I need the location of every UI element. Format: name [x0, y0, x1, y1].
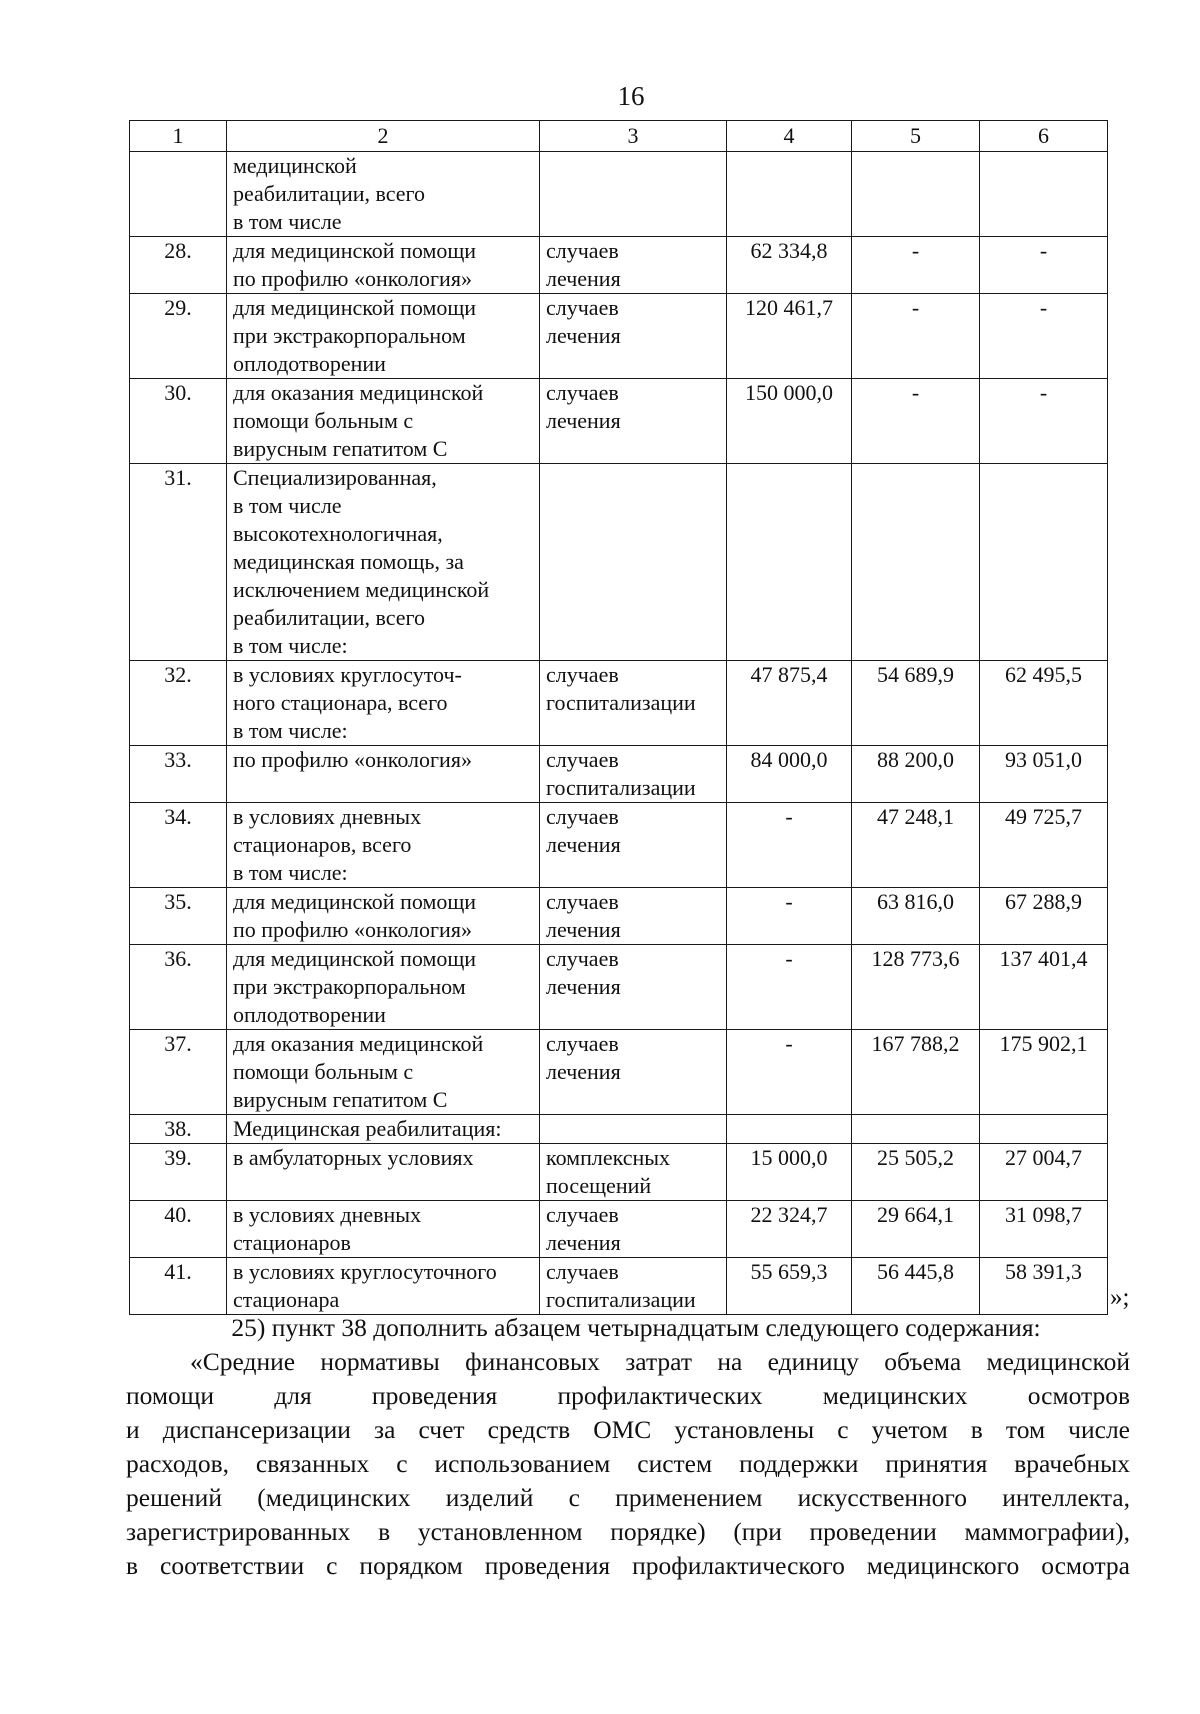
indicator-name-cell: [227, 1030, 540, 1115]
cell-text: -: [785, 946, 793, 971]
cell-text: 58 391,3: [1005, 1259, 1082, 1284]
cell-text: -: [785, 889, 793, 914]
cell-text: 84 000,0: [750, 747, 828, 772]
page-number: 16: [617, 81, 645, 111]
cell-text: 37.: [164, 1031, 192, 1056]
value-cell-5: [852, 888, 980, 945]
cell-text: помощи больным с: [233, 1059, 414, 1084]
cell-text: 29.: [164, 295, 192, 320]
cell-text: 34.: [164, 804, 192, 829]
cell-text: случаев: [546, 804, 619, 829]
row-number-cell: [130, 945, 227, 1030]
column-header: 2: [227, 121, 540, 152]
cell-text: по профилю «онкология»: [233, 747, 472, 772]
cell-text: 31.: [164, 465, 192, 490]
paragraph-line: в соответствии с порядком проведения профилактического медицинского осмотра: [126, 1551, 1130, 1580]
cell-text: 67 288,9: [1005, 889, 1082, 914]
unit-cell: [540, 237, 727, 294]
indicator-name-cell: [227, 661, 540, 746]
cell-text: при экстракорпоральном: [233, 323, 466, 348]
unit-cell: [540, 661, 727, 746]
value-cell-6: [980, 1258, 1108, 1315]
cell-text: 54 689,9: [877, 662, 954, 687]
value-cell-5: [852, 1115, 980, 1144]
cell-text: в условиях круглосуточного: [233, 1259, 497, 1284]
cell-text: оплодотворении: [233, 351, 386, 376]
cell-text: в том числе:: [233, 860, 348, 885]
cell-text: Специализированная,: [233, 465, 437, 490]
table-row: [130, 945, 1108, 1030]
body-text: [126, 1311, 1130, 1583]
unit-cell: [540, 746, 727, 803]
cell-text: 49 725,7: [1005, 804, 1082, 829]
cell-text: 28.: [164, 238, 192, 263]
value-cell-4: [727, 661, 852, 746]
amendment-heading: 25) пункт 38 дополнить абзацем четырнадцатым следующего содержания:: [231, 1313, 1041, 1342]
cell-text: лечения: [546, 1059, 621, 1084]
value-cell-6: [980, 945, 1108, 1030]
cell-text: 167 788,2: [871, 1031, 960, 1056]
table-row: [130, 1030, 1108, 1115]
row-number-cell: [130, 746, 227, 803]
cell-text: стационара: [233, 1287, 340, 1312]
indicator-name-cell: [227, 888, 540, 945]
cell-text: случаев: [546, 1031, 619, 1056]
indicator-name-cell: [227, 294, 540, 379]
cell-text: -: [785, 804, 793, 829]
value-cell-4: [727, 237, 852, 294]
row-number-cell: [130, 1030, 227, 1115]
table-row: [130, 1115, 1108, 1144]
table-row: [130, 803, 1108, 888]
row-number-cell: [130, 888, 227, 945]
cell-text: -: [911, 295, 920, 320]
cell-text: случаев: [546, 662, 619, 687]
cell-text: 38.: [164, 1116, 192, 1141]
unit-cell: [540, 1030, 727, 1115]
cell-text: 47 875,4: [750, 662, 828, 687]
cell-text: -: [911, 380, 920, 405]
cell-text: для медицинской помощи: [233, 238, 477, 263]
value-cell-4: [727, 1144, 852, 1201]
paragraph-line: помощи для проведения профилактических медицинских осмотров: [126, 1381, 1130, 1410]
cell-text: в том числе:: [233, 633, 348, 658]
value-cell-4: [727, 294, 852, 379]
value-cell-5: [852, 746, 980, 803]
value-cell-5: [852, 1201, 980, 1258]
cell-text: для оказания медицинской: [233, 1031, 484, 1056]
table-row: [130, 152, 1108, 237]
paragraph-line: расходов, связанных с использованием систем поддержки принятия врачебных: [126, 1449, 1130, 1478]
value-cell-5: [852, 661, 980, 746]
value-cell-4: [727, 1115, 852, 1144]
column-header: 5: [852, 121, 980, 152]
value-cell-6: [980, 1201, 1108, 1258]
value-cell-6: [980, 237, 1108, 294]
cell-text: исключением медицинской: [233, 577, 490, 602]
unit-cell: [540, 1144, 727, 1201]
cell-text: реабилитации, всего: [233, 605, 426, 630]
cell-text: 25 505,2: [877, 1145, 954, 1170]
row-number-cell: [130, 1201, 227, 1258]
unit-cell: [540, 294, 727, 379]
indicator-name-cell: [227, 1258, 540, 1315]
cell-text: в том числе: [233, 209, 342, 234]
cell-text: 31 098,7: [1005, 1202, 1082, 1227]
cell-text: Медицинская реабилитация:: [233, 1116, 502, 1141]
indicator-name-cell: [227, 803, 540, 888]
cell-text: -: [785, 1031, 793, 1056]
row-number-cell: [130, 294, 227, 379]
unit-cell: [540, 379, 727, 464]
cell-text: случаев: [546, 889, 619, 914]
cell-text: 175 902,1: [999, 1031, 1088, 1056]
cell-text: 55 659,3: [750, 1259, 828, 1284]
column-header: 3: [540, 121, 727, 152]
unit-cell: [540, 888, 727, 945]
unit-cell: [540, 464, 727, 661]
cell-text: 22 324,7: [750, 1202, 828, 1227]
row-number-cell: [130, 1258, 227, 1315]
indicator-name-cell: [227, 237, 540, 294]
cell-text: госпитализации: [546, 690, 696, 715]
cell-text: 35.: [164, 889, 192, 914]
cell-text: по профилю «онкология»: [233, 917, 472, 942]
row-number-cell: [130, 464, 227, 661]
cell-text: 32.: [164, 662, 192, 687]
cell-text: в том числе:: [233, 718, 348, 743]
cell-text: в условиях дневных: [233, 1202, 422, 1227]
table-row: [130, 888, 1108, 945]
row-number-cell: [130, 152, 227, 237]
cell-text: реабилитации, всего: [233, 181, 426, 206]
value-cell-4: [727, 746, 852, 803]
table-body: [130, 152, 1108, 1315]
table-row: [130, 464, 1108, 661]
cell-text: 33.: [164, 747, 192, 772]
cell-text: при экстракорпоральном: [233, 974, 466, 999]
column-header: 4: [727, 121, 852, 152]
row-number-cell: [130, 237, 227, 294]
cell-text: случаев: [546, 1202, 619, 1227]
cell-text: 128 773,6: [871, 946, 960, 971]
table-row: [130, 1201, 1108, 1258]
cell-text: 15 000,0: [750, 1145, 828, 1170]
cell-text: 62 495,5: [1005, 662, 1082, 687]
table-row: [130, 237, 1108, 294]
column-header: 1: [130, 121, 227, 152]
cell-text: 47 248,1: [877, 804, 954, 829]
cell-text: стационаров: [233, 1230, 351, 1255]
unit-cell: [540, 152, 727, 237]
value-cell-4: [727, 464, 852, 661]
cell-text: высокотехнологичная,: [233, 521, 443, 546]
table-row: [130, 1144, 1108, 1201]
cell-text: лечения: [546, 832, 621, 857]
paragraph-line: и диспансеризации за счет средств ОМС установлены с учетом в том числе: [126, 1415, 1130, 1444]
cell-text: в условиях дневных: [233, 804, 422, 829]
cell-text: 150 000,0: [745, 380, 833, 405]
cell-text: ного стационара, всего: [233, 690, 448, 715]
value-cell-4: [727, 945, 852, 1030]
cell-text: случаев: [546, 380, 619, 405]
value-cell-5: [852, 237, 980, 294]
cell-text: оплодотворении: [233, 1002, 386, 1027]
cell-text: 56 445,8: [877, 1259, 954, 1284]
value-cell-4: [727, 1258, 852, 1315]
cell-text: случаев: [546, 747, 619, 772]
value-cell-4: [727, 152, 852, 237]
cell-text: лечения: [546, 917, 621, 942]
indicator-name-cell: [227, 746, 540, 803]
cell-text: для медицинской помощи: [233, 946, 477, 971]
indicator-name-cell: [227, 464, 540, 661]
cell-text: -: [1039, 380, 1048, 405]
value-cell-5: [852, 294, 980, 379]
cell-text: случаев: [546, 1259, 619, 1284]
cell-text: 29 664,1: [877, 1202, 954, 1227]
value-cell-5: [852, 1258, 980, 1315]
value-cell-4: [727, 888, 852, 945]
cell-text: лечения: [546, 408, 621, 433]
cell-text: 30.: [164, 380, 192, 405]
value-cell-5: [852, 152, 980, 237]
cell-text: медицинская помощь, за: [233, 549, 464, 574]
table-row: [130, 379, 1108, 464]
unit-cell: [540, 945, 727, 1030]
value-cell-6: [980, 1115, 1108, 1144]
cell-text: стационаров, всего: [233, 832, 412, 857]
column-header: 6: [980, 121, 1108, 152]
value-cell-6: [980, 746, 1108, 803]
cell-text: лечения: [546, 1230, 621, 1255]
cell-text: случаев: [546, 295, 619, 320]
value-cell-6: [980, 1144, 1108, 1201]
row-number-cell: [130, 661, 227, 746]
value-cell-4: [727, 1201, 852, 1258]
value-cell-6: [980, 1030, 1108, 1115]
unit-cell: [540, 1201, 727, 1258]
cell-text: 40.: [164, 1202, 192, 1227]
cell-text: для медицинской помощи: [233, 295, 477, 320]
value-cell-4: [727, 1030, 852, 1115]
table-row: [130, 1258, 1108, 1315]
cell-text: случаев: [546, 946, 619, 971]
value-cell-6: [980, 661, 1108, 746]
row-number-cell: [130, 1115, 227, 1144]
unit-cell: [540, 803, 727, 888]
cell-text: 88 200,0: [877, 747, 954, 772]
paragraph-line: решений (медицинских изделий с применением искусственного интеллекта,: [126, 1483, 1130, 1512]
value-cell-5: [852, 1030, 980, 1115]
cell-text: 93 051,0: [1005, 747, 1082, 772]
value-cell-5: [852, 945, 980, 1030]
cell-text: -: [1039, 295, 1048, 320]
unit-cell: [540, 1115, 727, 1144]
cell-text: вирусным гепатитом С: [233, 436, 448, 461]
paragraph-line: зарегистрированных в установленном порядке) (при проведении маммографии),: [126, 1517, 1130, 1546]
cell-text: -: [1039, 238, 1048, 263]
cell-text: лечения: [546, 974, 621, 999]
table-header-row: [130, 121, 1108, 152]
indicator-name-cell: [227, 1115, 540, 1144]
cell-text: 63 816,0: [877, 889, 954, 914]
cell-text: в том числе: [233, 493, 342, 518]
table-row: [130, 294, 1108, 379]
row-number-cell: [130, 803, 227, 888]
closing-quote: »;: [1110, 1284, 1130, 1311]
cell-text: в условиях круглосуточ-: [233, 662, 462, 687]
value-cell-5: [852, 464, 980, 661]
cell-text: лечения: [546, 266, 621, 291]
value-cell-4: [727, 379, 852, 464]
cell-text: 41.: [164, 1259, 192, 1284]
cell-text: лечения: [546, 323, 621, 348]
table-row: [130, 746, 1108, 803]
cell-text: комплексных: [546, 1145, 671, 1170]
cell-text: случаев: [546, 238, 619, 263]
cell-text: 137 401,4: [999, 946, 1088, 971]
cell-text: вирусным гепатитом С: [233, 1087, 448, 1112]
tariff-table: [129, 120, 1108, 1315]
value-cell-6: [980, 294, 1108, 379]
cell-text: госпитализации: [546, 775, 696, 800]
value-cell-6: [980, 803, 1108, 888]
value-cell-6: [980, 152, 1108, 237]
value-cell-5: [852, 379, 980, 464]
cell-text: медицинской: [233, 153, 357, 178]
unit-cell: [540, 1258, 727, 1315]
cell-text: 120 461,7: [745, 295, 833, 320]
row-number-cell: [130, 1144, 227, 1201]
indicator-name-cell: [227, 379, 540, 464]
row-number-cell: [130, 379, 227, 464]
cell-text: в амбулаторных условиях: [233, 1145, 474, 1170]
value-cell-6: [980, 379, 1108, 464]
cell-text: для оказания медицинской: [233, 380, 484, 405]
cell-text: посещений: [546, 1173, 652, 1198]
cell-text: помощи больным с: [233, 408, 414, 433]
cell-text: по профилю «онкология»: [233, 266, 472, 291]
cell-text: 36.: [164, 946, 192, 971]
indicator-name-cell: [227, 945, 540, 1030]
value-cell-4: [727, 803, 852, 888]
indicator-name-cell: [227, 1144, 540, 1201]
indicator-name-cell: [227, 152, 540, 237]
indicator-name-cell: [227, 1201, 540, 1258]
cell-text: 62 334,8: [750, 238, 828, 263]
table-row: [130, 661, 1108, 746]
value-cell-6: [980, 464, 1108, 661]
value-cell-5: [852, 1144, 980, 1201]
value-cell-6: [980, 888, 1108, 945]
cell-text: 39.: [164, 1145, 192, 1170]
cell-text: -: [911, 238, 920, 263]
cell-text: для медицинской помощи: [233, 889, 477, 914]
cell-text: 27 004,7: [1005, 1145, 1082, 1170]
cell-text: госпитализации: [546, 1287, 696, 1312]
value-cell-5: [852, 803, 980, 888]
paragraph-line: «Средние нормативы финансовых затрат на единицу объема медицинской: [190, 1347, 1130, 1376]
